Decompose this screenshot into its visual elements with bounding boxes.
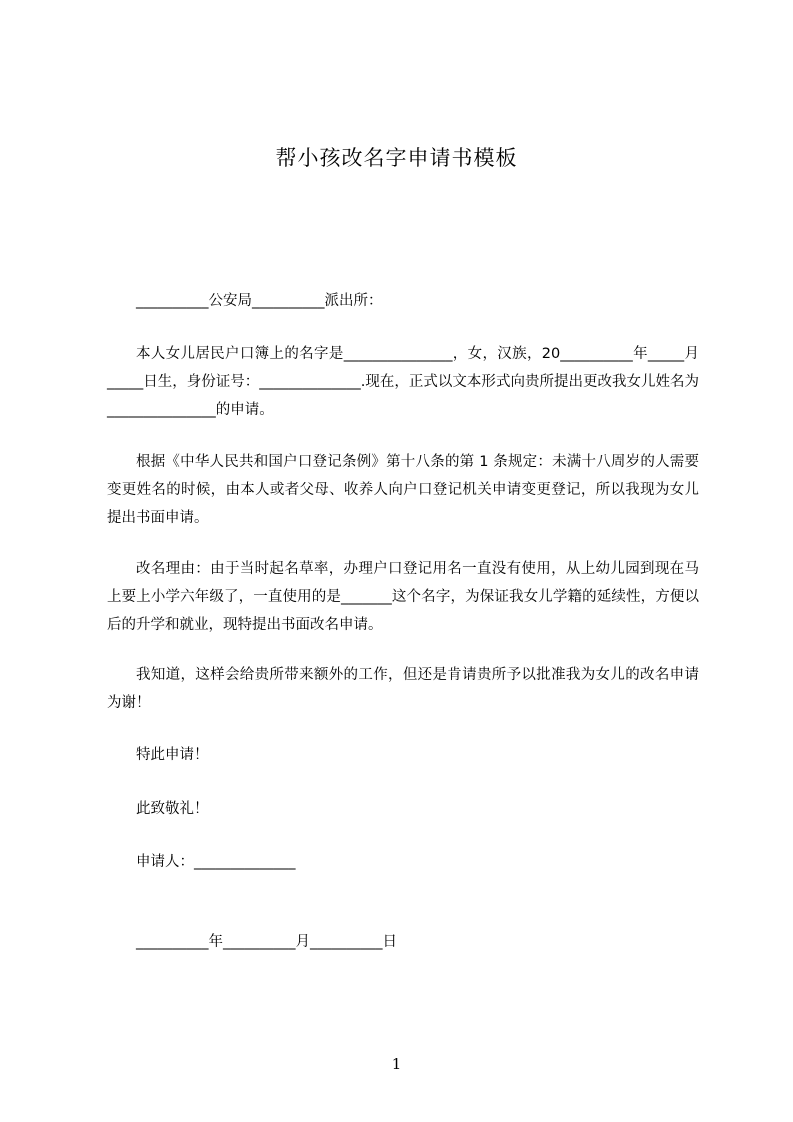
salutation: 此致敬礼！ [136,801,209,817]
paragraph-personal-info: 本人女儿居民户口簿上的名字是_______________，女，汉族，20__________年_____月_____日生，身份证号：______________.现在，正式以文本形式向贵所提出更改我女儿姓名为_______________的申请。 [107,346,699,418]
paragraph-reason: 改名理由：由于当时起名草率，办理户口登记用名一直没有使用，从上幼儿园到现在马上要上小学六年级了，一直使用的是_______这个名字，为保证我女儿学籍的延续性，方便以后的升学和就业，现特提出书面改名申请。 [107,561,699,633]
addressee-line: __________公安局__________派出所： [136,293,383,309]
date-line: __________年__________月__________日 [136,934,397,950]
applicant-line: 申请人：______________ [136,854,296,870]
page-number: 1 [391,1055,402,1073]
document-title: 帮小孩改名字申请书模板 [275,146,518,170]
paragraph-request: 我知道，这样会给贵所带来额外的工作，但还是肯请贵所予以批准我为女儿的改名申请为谢！ [107,667,699,711]
paragraph-legal-basis: 根据《中华人民共和国户口登记条例》第十八条的第 1 条规定：未满十八周岁的人需要变更姓名的时候，由本人或者父母、收养人向户口登记机关申请变更登记，所以我现为女儿提出书面申请。 [107,454,699,526]
closing-request: 特此申请！ [136,747,209,763]
